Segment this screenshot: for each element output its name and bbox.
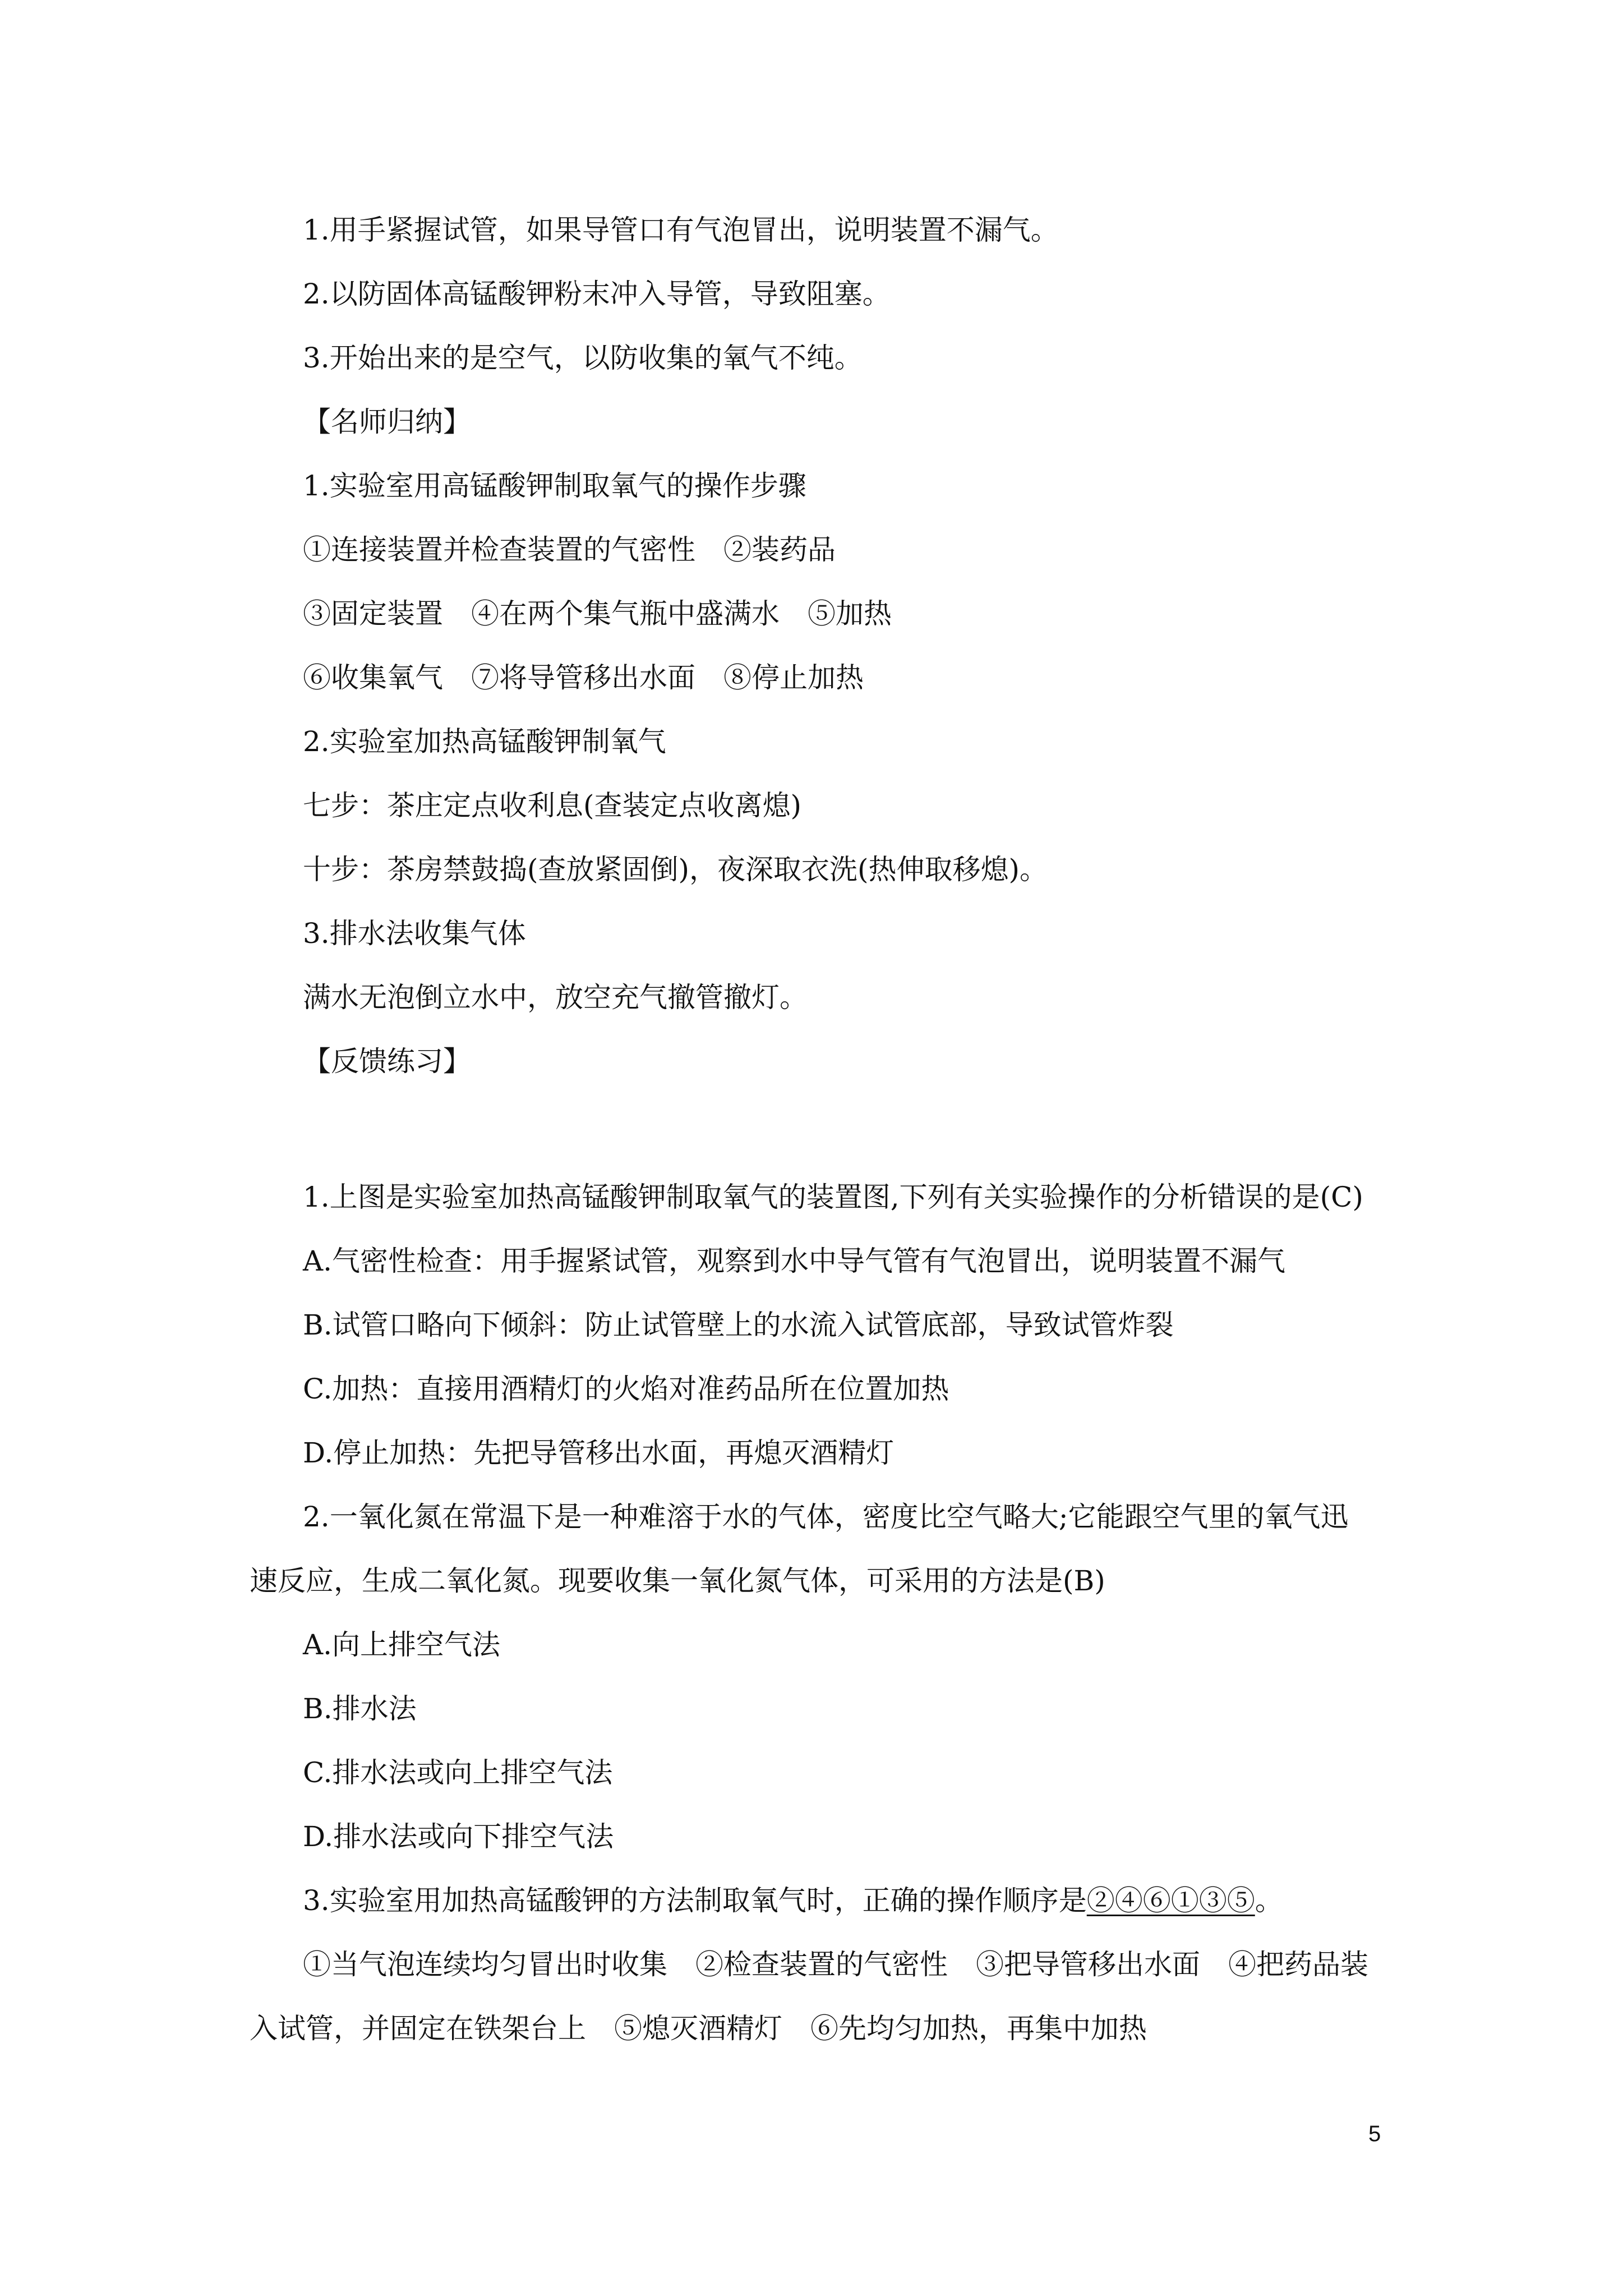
summary-line-6: 七步：茶庄定点收利息(查装定点收离熄) <box>303 789 802 822</box>
question-3-stem <box>303 1884 1283 1917</box>
question-2-option-d: D.排水法或向下排空气法 <box>303 1820 614 1853</box>
summary-line-1: 1.实验室用高锰酸钾制取氧气的操作步骤 <box>303 470 806 502</box>
answer-item-2: 2.以防固体高锰酸钾粉末冲入导管，导致阻塞。 <box>303 278 891 310</box>
question-1-option-d: D.停止加热：先把导管移出水面，再熄灭酒精灯 <box>303 1437 895 1469</box>
question-2-option-c: C.排水法或向上排空气法 <box>303 1756 613 1789</box>
question-3-stem-prefix: 3.实验室用加热高锰酸钾的方法制取氧气时，正确的操作顺序是 <box>303 1884 1087 1917</box>
question-1-stem: 1.上图是实验室加热高锰酸钾制取氧气的装置图,下列有关实验操作的分析错误的是(C) <box>303 1181 1363 1213</box>
feedback-heading: 【反馈练习】 <box>303 1045 471 1078</box>
summary-line-9: 满水无泡倒立水中，放空充气撤管撤灯。 <box>303 981 808 1014</box>
question-2-option-b: B.排水法 <box>303 1692 417 1725</box>
question-3-body-line-2: 入试管，并固定在铁架台上 ⑤熄灭酒精灯 ⑥先均匀加热，再集中加热 <box>250 2012 1147 2045</box>
question-3-stem-suffix: 。 <box>1255 1884 1283 1917</box>
question-2-stem-line-1: 2.一氧化氮在常温下是一种难溶于水的气体，密度比空气略大;它能跟空气里的氧气迅 <box>303 1501 1349 1533</box>
question-3-body-line-1: ①当气泡连续均匀冒出时收集 ②检查装置的气密性 ③把导管移出水面 ④把药品装 <box>303 1948 1368 1981</box>
summary-line-5: 2.实验室加热高锰酸钾制氧气 <box>303 725 666 758</box>
summary-line-4: ⑥收集氧气 ⑦将导管移出水面 ⑧停止加热 <box>303 661 864 694</box>
summary-heading: 【名师归纳】 <box>303 406 471 438</box>
question-2-stem-line-2: 速反应，生成二氧化氮。现要收集一氧化氮气体，可采用的方法是(B) <box>250 1565 1105 1597</box>
question-1-option-a: A.气密性检查：用手握紧试管，观察到水中导气管有气泡冒出，说明装置不漏气 <box>303 1245 1286 1277</box>
summary-line-7: 十步：茶房禁鼓捣(查放紧固倒)，夜深取衣洗(热伸取移熄)。 <box>303 853 1048 886</box>
summary-line-3: ③固定装置 ④在两个集气瓶中盛满水 ⑤加热 <box>303 597 892 630</box>
answer-item-3: 3.开始出来的是空气，以防收集的氧气不纯。 <box>303 342 863 374</box>
summary-line-8: 3.排水法收集气体 <box>303 917 526 950</box>
question-3-answer: ②④⑥①③⑤ <box>1086 1884 1255 1917</box>
question-1-option-c: C.加热：直接用酒精灯的火焰对准药品所在位置加热 <box>303 1373 949 1405</box>
question-1-option-b: B.试管口略向下倾斜：防止试管壁上的水流入试管底部，导致试管炸裂 <box>303 1309 1174 1341</box>
question-2-option-a: A.向上排空气法 <box>303 1628 501 1661</box>
summary-line-2: ①连接装置并检查装置的气密性 ②装药品 <box>303 533 836 566</box>
page-number: 5 <box>1368 2122 1381 2146</box>
answer-item-1: 1.用手紧握试管，如果导管口有气泡冒出，说明装置不漏气。 <box>303 214 1059 246</box>
